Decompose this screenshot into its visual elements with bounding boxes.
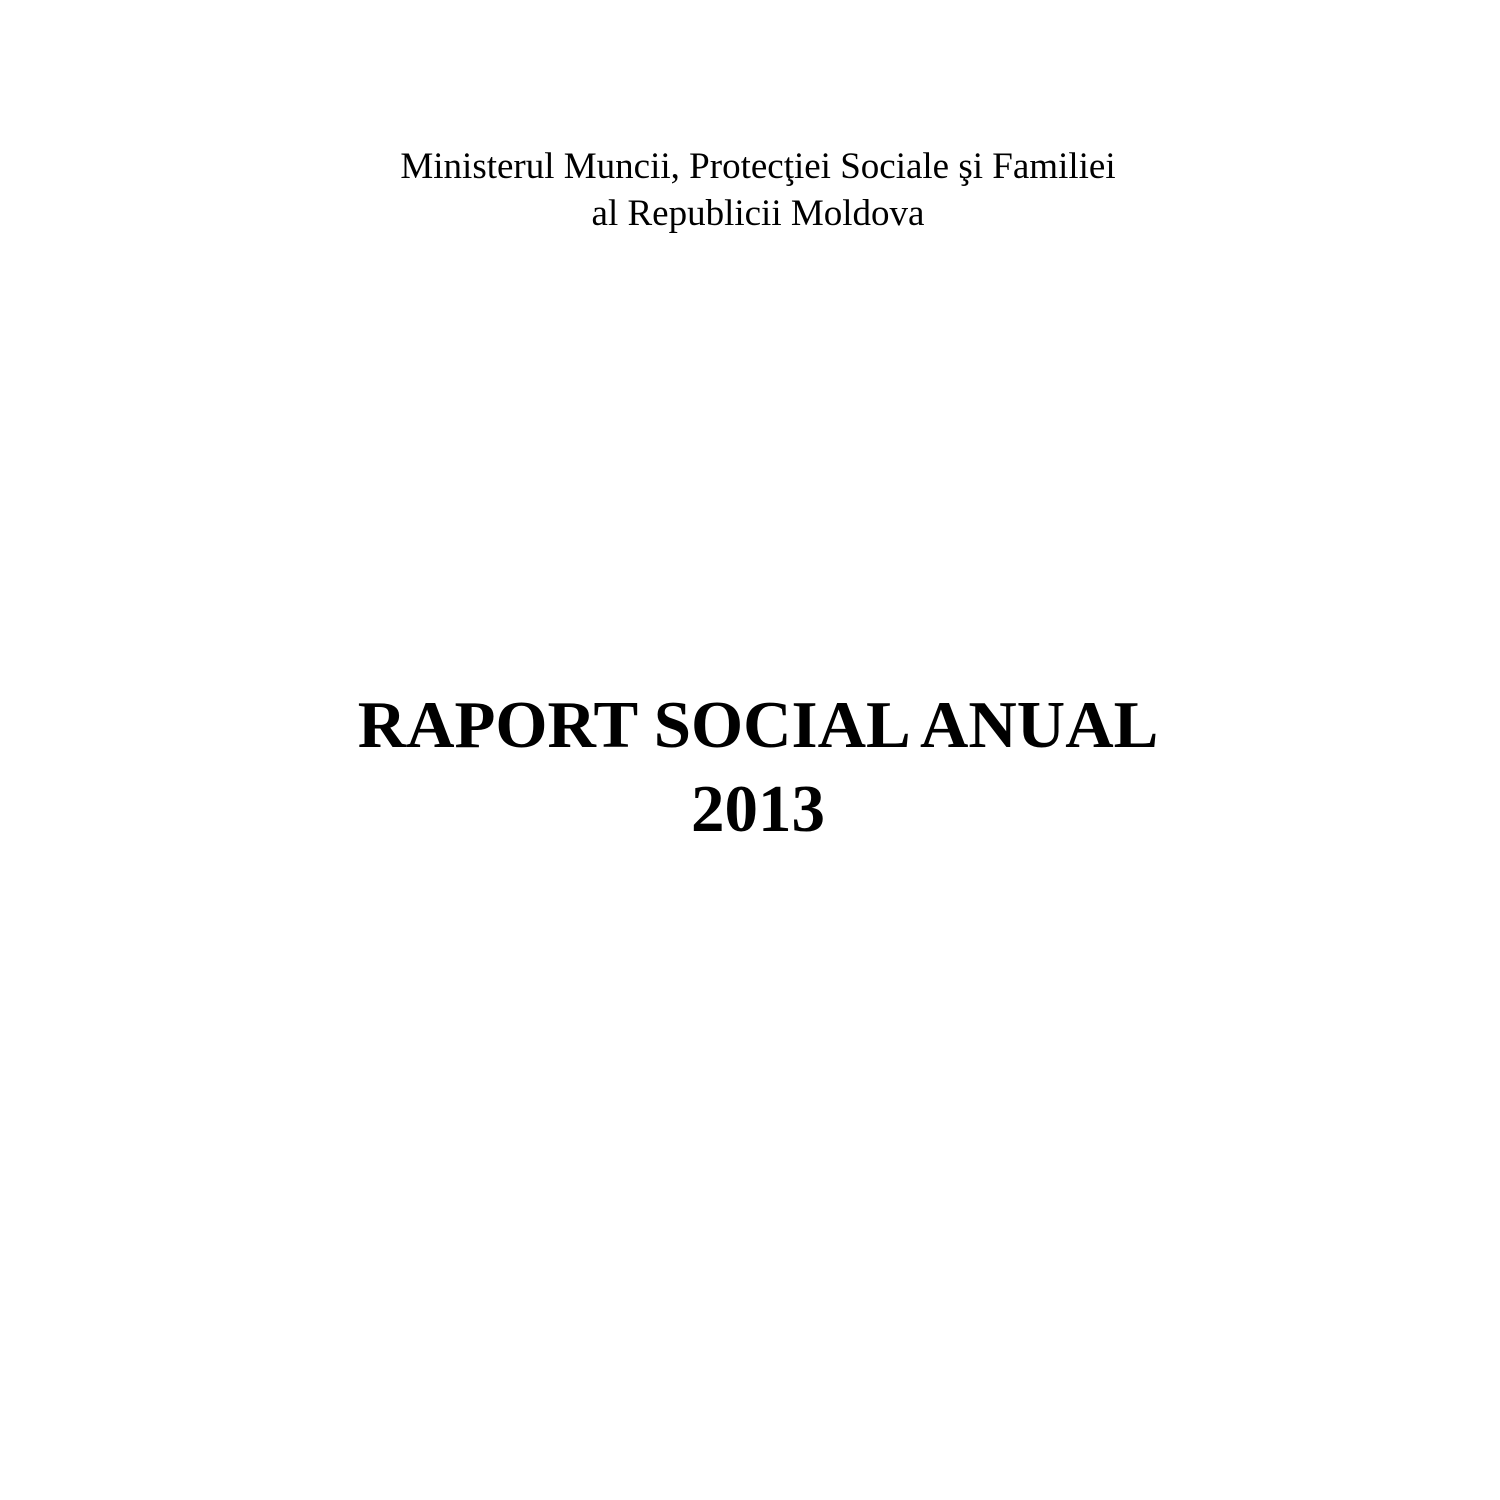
report-title [0,683,1500,851]
report-title-text: RAPORT SOCIAL ANUAL [357,688,1159,762]
ministry-name-line: Ministerul Muncii, Protecţiei Sociale şi Familiei [400,146,1116,187]
report-year: 2013 [691,772,825,846]
ministry-header [0,143,1500,237]
ministry-country-line: al Republicii Moldova [591,193,925,234]
